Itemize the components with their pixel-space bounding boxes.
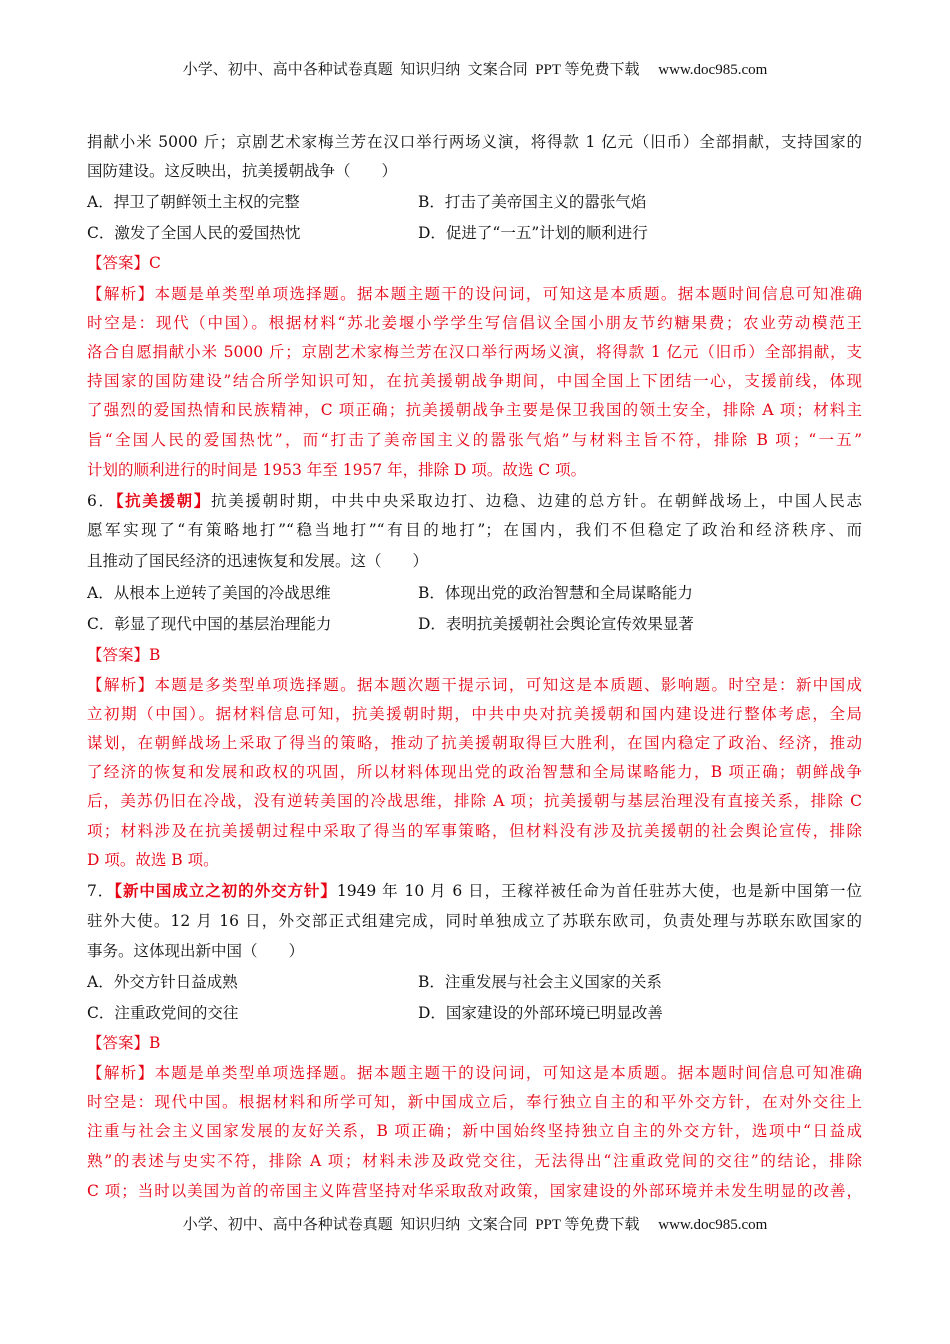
answer-line: [87, 252, 862, 274]
option-right: B．注重发展与社会主义国家的关系: [418, 973, 662, 991]
analysis-text: 本题是多类型单项选择题。据本题次题干提示词，可知这是本质题、影响题。时空是：新中国成: [154, 676, 862, 694]
option-left: A．从根本上逆转了美国的冷战思维: [87, 584, 331, 602]
analysis-text: 本题是单类型单项选择题。据本题主题干的设问词，可知这是本质题。据本题时间信息可知准确: [154, 1064, 862, 1082]
question-text-line: 事务。这体现出新中国（ ）: [87, 942, 305, 960]
question-text: 1949 年 10 月 6 日，王稼祥被任命为首任驻苏大使，也是新中国第一位: [336, 882, 862, 900]
analysis-line: [87, 674, 862, 696]
answer-label: 【答案】: [87, 646, 150, 664]
option-left: A．外交方针日益成熟: [87, 973, 238, 991]
analysis-label: 【解析】: [87, 1064, 155, 1082]
analysis-text-line: 计划的顺利进行的时间是 1953 年至 1957 年，排除 D 项。故选 C 项。: [87, 461, 587, 479]
question-text-line: 国防建设。这反映出，抗美援朝战争（ ）: [87, 162, 398, 180]
option-right: D．表明抗美援朝社会舆论宣传效果显著: [418, 615, 694, 633]
analysis-text-line: 了强烈的爱国热情和民族精神，C 项正确；抗美援朝战争主要是保卫我国的领土安全，排除 A 项；材料主: [87, 401, 862, 419]
analysis-text-line: D 项。故选 B 项。: [87, 851, 219, 869]
analysis-text-line: 了经济的恢复和发展和政权的巩固，所以材料体现出党的政治智慧和全局谋略能力，B 项正确；朝鲜战争: [87, 763, 862, 781]
answer-label: 【答案】: [87, 1034, 150, 1052]
page-header: 小学、初中、高中各种试卷真题 知识归纳 文案合同 PPT 等免费下载 www.doc985.com: [182, 62, 768, 78]
analysis-text-line: 立初期（中国）。据材料信息可知，抗美援朝时期，中共中央对抗美援朝和国内建设进行整体考虑，全局: [87, 705, 862, 723]
question-number: 6．: [87, 492, 116, 510]
analysis-text-line: 时空是：现代中国。根据材料和所学可知，新中国成立后，奉行独立自主的和平外交方针，在对外交往上: [87, 1093, 862, 1111]
analysis-label: 【解析】: [87, 676, 155, 694]
analysis-text-line: 后，美苏仍旧在冷战，没有逆转美国的冷战思维，排除 A 项；抗美援朝与基层治理没有直接关系，排除 C: [87, 792, 862, 810]
analysis-label: 【解析】: [87, 285, 155, 303]
analysis-text-line: 注重与社会主义国家发展的友好关系，B 项正确；新中国始终坚持独立自主的外交方针，选项中“日益成: [87, 1122, 862, 1140]
analysis-line: [87, 283, 862, 305]
answer-line: [87, 1032, 862, 1054]
answer-value: C: [149, 254, 161, 272]
question-stem-line: [87, 880, 862, 902]
options-row: [87, 582, 862, 604]
question-text-line: 驻外大使。12 月 16 日，外交部正式组建完成，同时单独成立了苏联东欧司，负责处理与苏联东欧国家的: [87, 912, 862, 930]
analysis-text: 本题是单类型单项选择题。据本题主题干的设问词，可知这是本质题。据本题时间信息可知准确: [154, 285, 862, 303]
options-row: [87, 222, 862, 244]
option-right: B．打击了美帝国主义的嚣张气焰: [418, 193, 647, 211]
options-row: [87, 971, 862, 993]
answer-label: 【答案】: [87, 254, 150, 272]
analysis-text-line: 旨“全国人民的爱国热忱”，而“打击了美帝国主义的嚣张气焰”与材料主旨不符，排除 B 项；“一五”: [87, 431, 862, 449]
question-text: 抗美援朝时期，中共中央采取边打、边稳、边建的总方针。在朝鲜战场上，中国人民志: [211, 492, 862, 510]
option-left: A．捍卫了朝鲜领土主权的完整: [87, 193, 300, 211]
analysis-text-line: 洛合自愿捐献小米 5000 斤；京剧艺术家梅兰芳在汉口举行两场义演，将得款 1 亿元（旧币）全部捐献，支: [87, 343, 862, 361]
analysis-text-line: C 项；当时以美国为首的帝国主义阵营坚持对华采取敌对政策，国家建设的外部环境并未发生明显的改善，: [87, 1182, 862, 1200]
answer-line: [87, 644, 862, 666]
option-left: C．彰显了现代中国的基层治理能力: [87, 615, 332, 633]
analysis-text-line: 熟”的表述与史实不符，排除 A 项；材料未涉及政党交往，无法得出“注重政党间的交往”的结论，排除: [87, 1152, 862, 1170]
option-left: C．激发了全国人民的爱国热忱: [87, 224, 301, 242]
analysis-text-line: 时空是：现代（中国）。根据材料“苏北姜堰小学学生写信倡议全国小朋友节约糖果费；农业劳动模范王: [87, 314, 862, 332]
question-number: 7．: [87, 882, 115, 900]
analysis-text-line: 谋划，在朝鲜战场上采取了得当的策略，推动了抗美援朝取得巨大胜利，在国内稳定了政治、经济，推动: [87, 734, 862, 752]
answer-value: B: [149, 646, 161, 664]
answer-value: B: [149, 1034, 161, 1052]
question-stem-line: [87, 490, 862, 512]
analysis-text-line: 项；材料涉及在抗美援朝过程中采取了得当的军事策略，但材料没有涉及抗美援朝的社会舆论宣传，排除: [87, 822, 862, 840]
option-right: D．国家建设的外部环境已明显改善: [418, 1004, 663, 1022]
question-topic-tag: 【新中国成立之初的外交方针】: [114, 881, 337, 900]
option-left: C．注重政党间的交往: [87, 1004, 239, 1022]
options-row: [87, 613, 862, 635]
options-row: [87, 1002, 862, 1024]
question-topic-tag: 【抗美援朝】: [115, 491, 212, 510]
option-right: B．体现出党的政治智慧和全局谋略能力: [418, 584, 693, 602]
question-text-line: 捐献小米 5000 斤；京剧艺术家梅兰芳在汉口举行两场义演，将得款 1 亿元（旧币）全部捐献，支持国家的: [87, 133, 862, 151]
question-text-line: 愿军实现了“有策略地打”“稳当地打”“有目的地打”；在国内，我们不但稳定了政治和经济秩序、而: [87, 521, 862, 539]
question-text-line: 且推动了国民经济的迅速恢复和发展。这（ ）: [87, 552, 429, 570]
analysis-line: [87, 1062, 862, 1084]
page-footer: 小学、初中、高中各种试卷真题 知识归纳 文案合同 PPT 等免费下载 www.doc985.com: [182, 1217, 768, 1233]
analysis-text-line: 持国家的国防建设”结合所学知识可知，在抗美援朝战争期间，中国全国上下团结一心，支援前线，体现: [87, 372, 862, 390]
options-row: [87, 191, 862, 213]
option-right: D．促进了“一五”计划的顺利进行: [418, 224, 648, 242]
